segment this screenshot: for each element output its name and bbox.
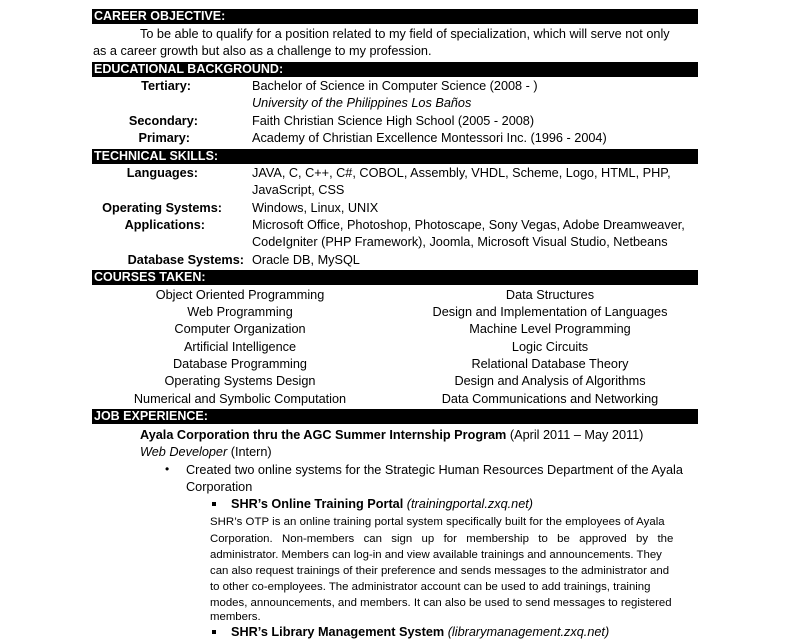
course-right-5: Relational Database Theory [471, 357, 629, 371]
applications-line-1: Microsoft Office, Photoshop, Photoscape, Sony Vegas, Adobe Dreamweaver, [252, 218, 685, 232]
course-left-5: Database Programming [173, 357, 307, 371]
course-right-4: Logic Circuits [511, 340, 589, 354]
course-left-4: Artificial Intelligence [183, 340, 297, 354]
sub1-desc-line-7: members. [210, 611, 261, 623]
job-bullet-line-1: Created two online systems for the Strategic Human Resources Department of the Ayala [186, 463, 683, 477]
primary-school: Academy of Christian Excellence Montessori Inc. (1996 - 2004) [252, 131, 607, 145]
job-company-line [140, 427, 643, 443]
sub1-heading [231, 496, 533, 512]
sub1-desc-line-1: SHR’s OTP is an online training portal system specifically built for the employees of Ayala [210, 516, 665, 528]
square-bullet-icon [212, 630, 216, 634]
job-bullet-line-2: Corporation [186, 480, 253, 494]
applications-line-2: CodeIgniter (PHP Framework), Joomla, Microsoft Visual Studio, Netbeans [252, 235, 668, 249]
course-right-6: Design and Analysis of Algorithms [454, 374, 646, 388]
job-title: Web Developer [140, 445, 228, 459]
course-left-6: Operating Systems Design [164, 374, 316, 388]
sub1-desc-line-3: administrator. Members can log-in and view available trainings and announcements. They [210, 549, 662, 561]
job-role: (Intern) [230, 445, 272, 459]
course-left-2: Web Programming [187, 305, 293, 319]
course-right-3: Machine Level Programming [469, 322, 631, 336]
tertiary-school: University of the Philippines Los Baños [252, 96, 472, 110]
operating-systems-value: Windows, Linux, UNIX [252, 201, 379, 215]
square-bullet-icon [212, 502, 216, 506]
languages-line-1: JAVA, C, C++, C#, COBOL, Assembly, VHDL, Scheme, Logo, HTML, PHP, [252, 166, 671, 180]
course-left-3: Computer Organization [174, 322, 306, 336]
sub2-heading [231, 624, 609, 640]
sub1-title: SHR’s Online Training Portal [231, 497, 404, 511]
course-right-2: Design and Implementation of Languages [432, 305, 668, 319]
languages-line-2: JavaScript, CSS [252, 183, 345, 197]
career-objective-header: CAREER OBJECTIVE: [92, 9, 698, 24]
secondary-label: Secondary: [128, 114, 198, 128]
languages-label: Languages: [126, 166, 198, 180]
job-experience-header: JOB EXPERIENCE: [92, 409, 698, 424]
sub1-desc-line-2: Corporation. Non-members can sign up for membership to be approved by the [210, 533, 674, 545]
course-right-7: Data Communications and Networking [441, 392, 659, 406]
job-title-line [140, 444, 272, 460]
sub1-desc-line-6: modes, announcements, and members. It can also be used to send messages to registered [210, 597, 672, 609]
tertiary-degree: Bachelor of Science in Computer Science (2008 - ) [252, 79, 538, 93]
operating-systems-label: Operating Systems: [102, 201, 222, 215]
courses-taken-header: COURSES TAKEN: [92, 270, 698, 285]
course-left-7: Numerical and Symbolic Computation [133, 392, 347, 406]
sub1-desc-line-4: can also request trainings of their preference and sends messages to the administrator and [210, 565, 670, 577]
sub2-url: (librarymanagement.zxq.net) [447, 625, 610, 639]
secondary-school: Faith Christian Science High School (2005 - 2008) [252, 114, 535, 128]
course-left-1: Object Oriented Programming [155, 288, 325, 302]
database-systems-value: Oracle DB, MySQL [252, 253, 360, 267]
sub1-desc-line-5: to other co-employees. The administrator account can be used to add trainings, training [210, 581, 651, 593]
educational-background-header: EDUCATIONAL BACKGROUND: [92, 62, 698, 77]
technical-skills-header: TECHNICAL SKILLS: [92, 149, 698, 164]
job-dates: (April 2011 – May 2011) [509, 428, 644, 442]
bullet-dot-icon: • [165, 462, 170, 476]
objective-line-2: as a career growth but also as a challenge to my profession. [93, 44, 432, 58]
objective-line-1: To be able to qualify for a position related to my field of specialization, which will serve not only [140, 27, 670, 41]
tertiary-label: Tertiary: [141, 79, 191, 93]
primary-label: Primary: [138, 131, 190, 145]
sub1-url: (trainingportal.zxq.net) [406, 497, 534, 511]
job-company: Ayala Corporation thru the AGC Summer Internship Program [140, 428, 507, 442]
applications-label: Applications: [124, 218, 205, 232]
course-right-1: Data Structures [505, 288, 595, 302]
sub2-title: SHR’s Library Management System [231, 625, 445, 639]
database-systems-label: Database Systems: [127, 253, 244, 267]
